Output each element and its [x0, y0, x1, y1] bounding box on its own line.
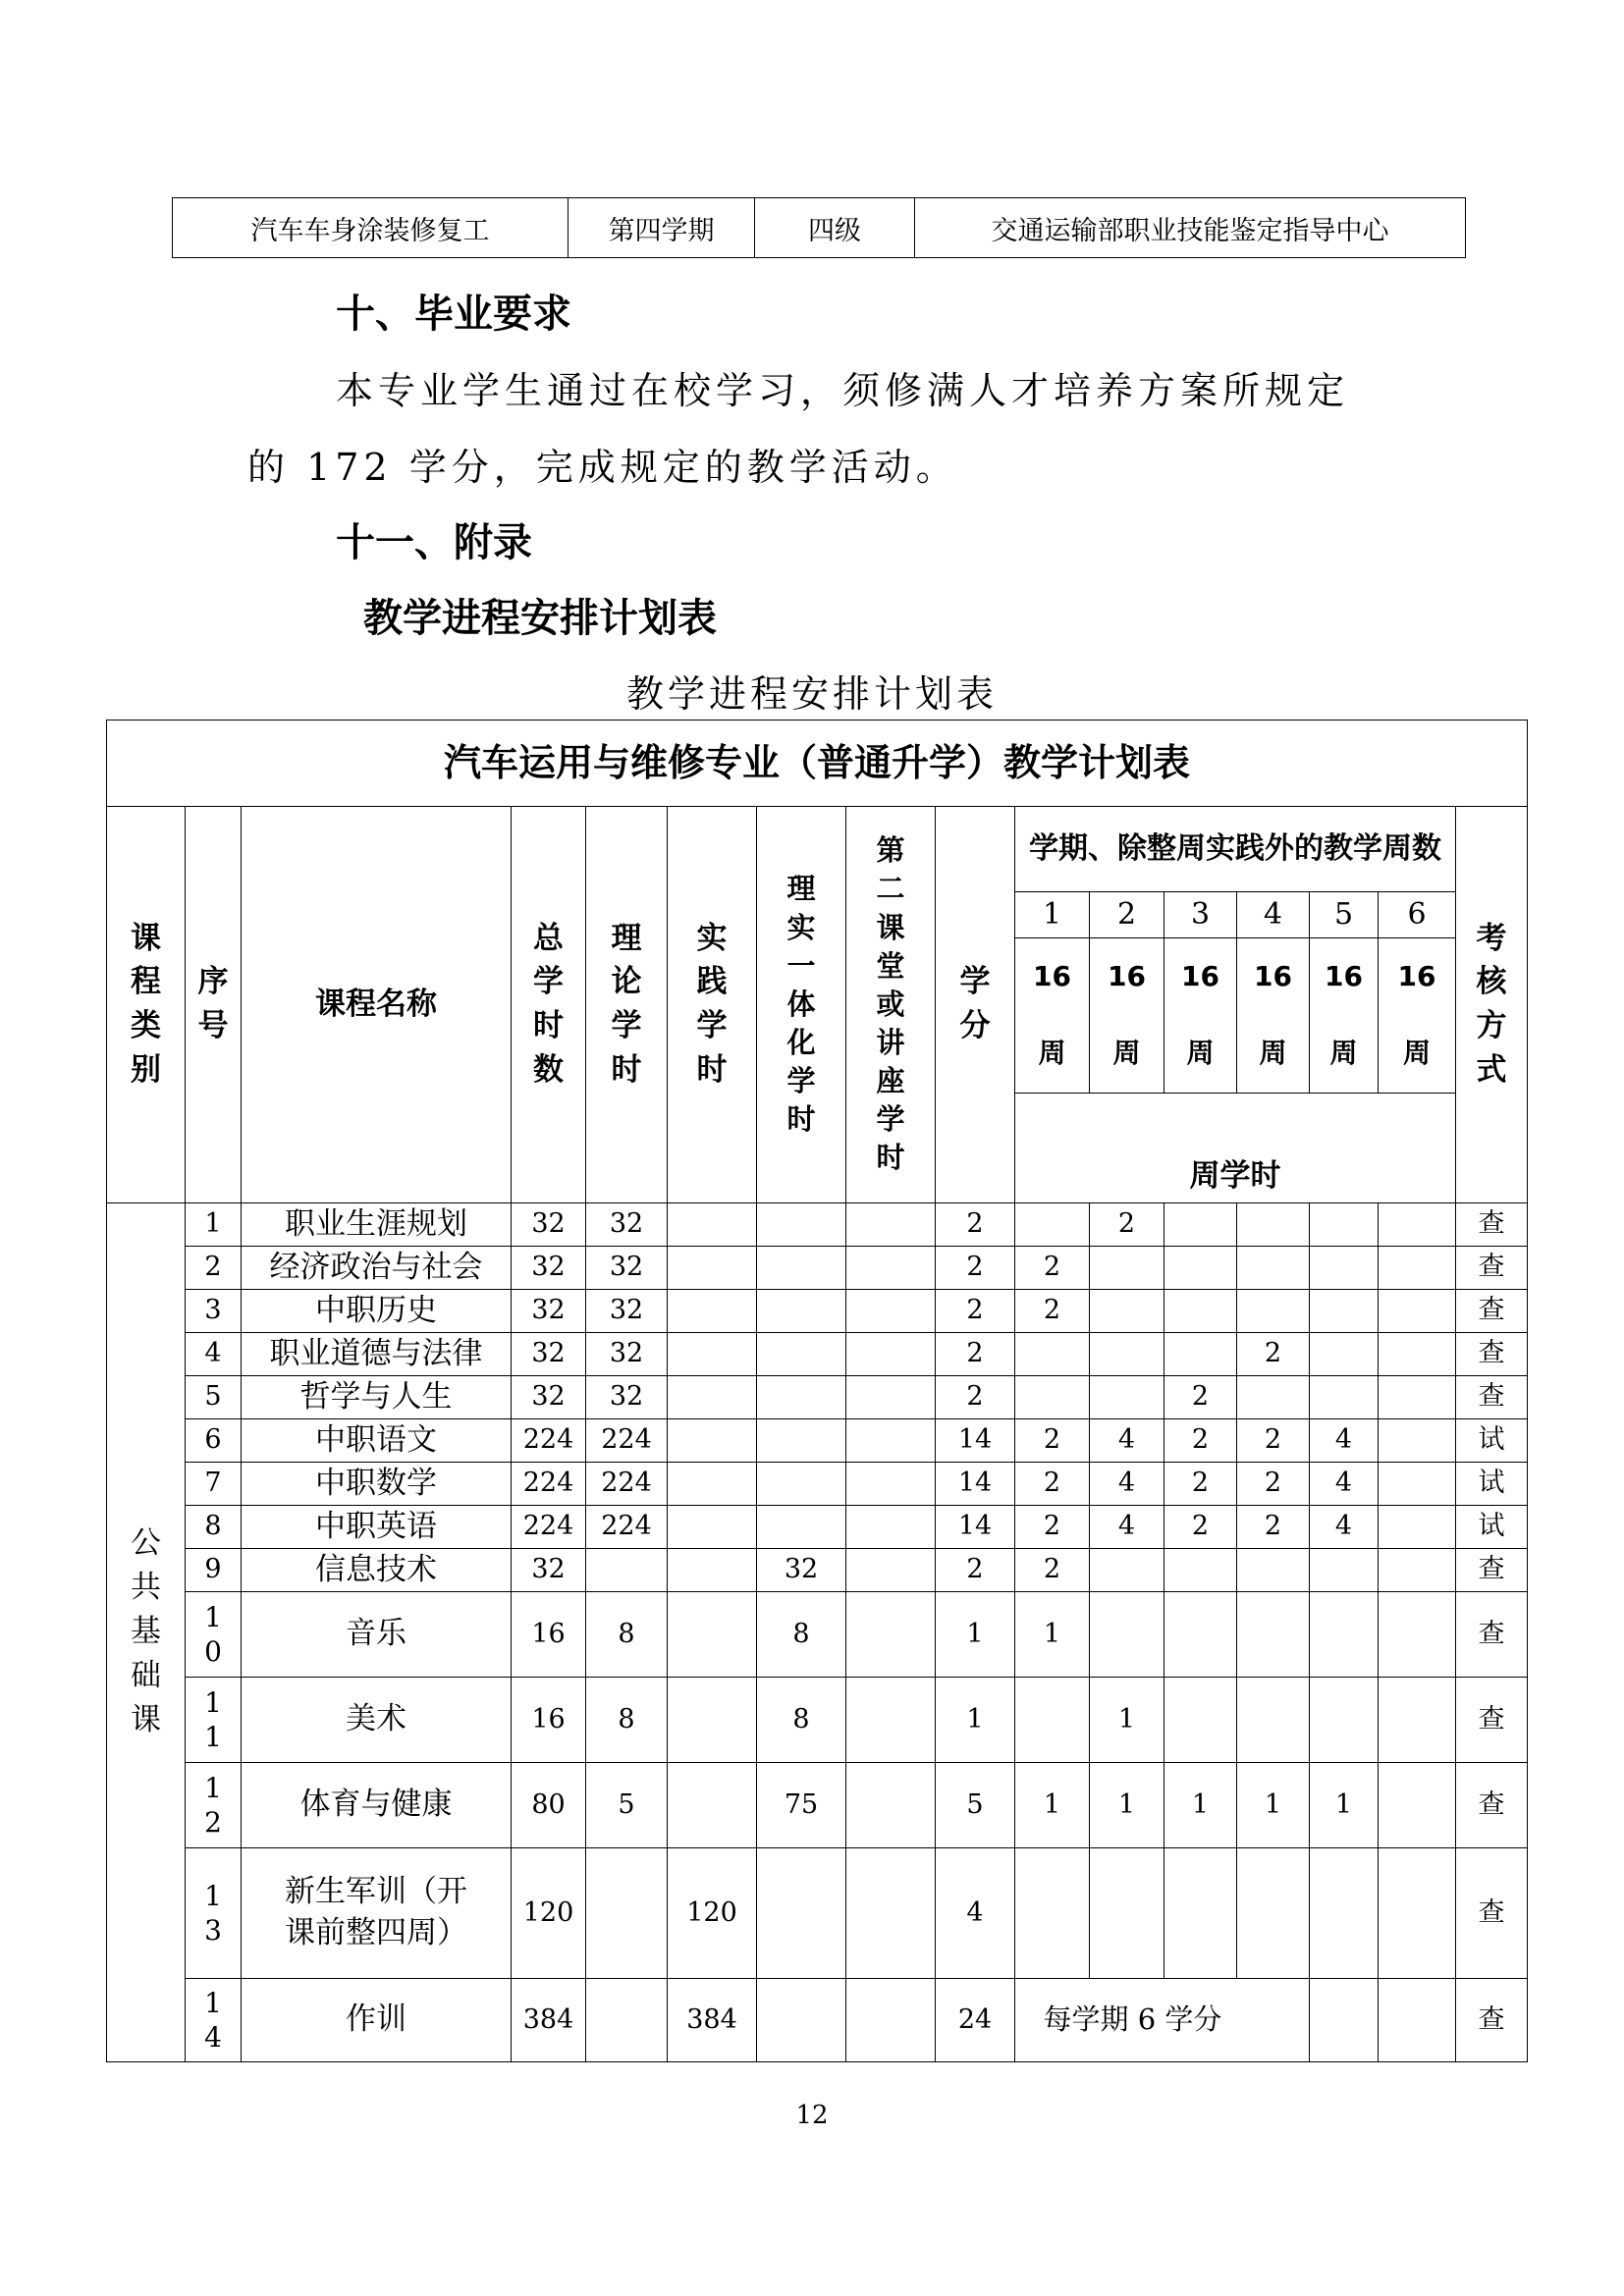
weeks-s2-value: 16 — [1108, 960, 1146, 992]
weeks-s2-unit: 周 — [1112, 1037, 1141, 1070]
row-second — [846, 1246, 936, 1289]
row-assess: 试 — [1456, 1418, 1528, 1462]
row-integrated — [757, 1289, 846, 1332]
row-seq-text: 14 — [204, 1986, 222, 2054]
table-row — [107, 1375, 1528, 1418]
row-seq: 2 — [186, 1246, 242, 1289]
row-theory: 32 — [586, 1246, 668, 1289]
weeks-s4-value: 16 — [1254, 960, 1292, 992]
row-credits: 2 — [936, 1375, 1015, 1418]
header-practice-hours — [668, 807, 757, 1203]
row-total: 120 — [512, 1847, 586, 1978]
row-s1: 2 — [1015, 1418, 1090, 1462]
row-s1 — [1015, 1375, 1090, 1418]
row-total: 32 — [512, 1332, 586, 1375]
row-s6 — [1379, 1246, 1456, 1289]
row-s1: 1 — [1015, 1591, 1090, 1677]
row-s4 — [1237, 1202, 1310, 1246]
row-s4 — [1237, 1677, 1310, 1762]
weeks-s5-value: 16 — [1325, 960, 1363, 992]
certificate-row — [173, 198, 1466, 258]
row-seq: 8 — [186, 1505, 242, 1548]
row-theory: 32 — [586, 1289, 668, 1332]
row-seq-text: 12 — [204, 1771, 222, 1839]
row-total: 224 — [512, 1418, 586, 1462]
row-assess: 查 — [1456, 1289, 1528, 1332]
row-integrated — [757, 1246, 846, 1289]
row-s4 — [1237, 1375, 1310, 1418]
row-credits: 5 — [936, 1762, 1015, 1847]
row-credits: 4 — [936, 1847, 1015, 1978]
row-total: 32 — [512, 1289, 586, 1332]
section-10-line-1: 本专业学生通过在校学习，须修满人才培养方案所规定 — [336, 369, 1350, 412]
row-course-name: 职业生涯规划 — [242, 1202, 512, 1246]
row-assess: 查 — [1456, 1202, 1528, 1246]
table-row — [107, 1548, 1528, 1591]
row-total: 16 — [512, 1677, 586, 1762]
row-integrated: 8 — [757, 1591, 846, 1677]
header-integrated-hours — [757, 807, 846, 1203]
row-course-name: 音乐 — [242, 1591, 512, 1677]
row-seq: 3 — [186, 1289, 242, 1332]
row-practice — [668, 1332, 757, 1375]
row-practice — [668, 1289, 757, 1332]
row-s4 — [1237, 1591, 1310, 1677]
row-s1 — [1015, 1847, 1090, 1978]
row-s3: 2 — [1164, 1462, 1237, 1505]
semester-3: 3 — [1164, 892, 1237, 938]
row-s4: 2 — [1237, 1505, 1310, 1548]
row-s2: 4 — [1090, 1462, 1164, 1505]
row-second — [846, 1505, 936, 1548]
row-s5 — [1310, 1332, 1379, 1375]
row-theory — [586, 1548, 668, 1591]
row-seq: 6 — [186, 1418, 242, 1462]
row-practice — [668, 1591, 757, 1677]
section-10-line-2: 的 172 学分，完成规定的教学活动。 — [247, 446, 958, 489]
row-integrated — [757, 1332, 846, 1375]
header-integrated-hours-text: 理实一体化学时 — [786, 872, 816, 1137]
table-row — [107, 1462, 1528, 1505]
row-second — [846, 1462, 936, 1505]
row-integrated — [757, 1462, 846, 1505]
row-s3 — [1164, 1847, 1237, 1978]
row-s6 — [1379, 1978, 1456, 2061]
row-theory — [586, 1847, 668, 1978]
row-assess: 试 — [1456, 1505, 1528, 1548]
row-total: 32 — [512, 1375, 586, 1418]
row-s6 — [1379, 1462, 1456, 1505]
weeks-s6-unit: 周 — [1402, 1037, 1431, 1070]
teaching-plan-table — [106, 720, 1528, 2062]
row-s1: 2 — [1015, 1246, 1090, 1289]
row-theory: 8 — [586, 1677, 668, 1762]
row-seq — [186, 1762, 242, 1847]
row-s6 — [1379, 1847, 1456, 1978]
row-theory: 224 — [586, 1505, 668, 1548]
row-s5: 1 — [1310, 1762, 1379, 1847]
certificate-table — [172, 197, 1466, 258]
row-s6 — [1379, 1677, 1456, 1762]
row-theory: 224 — [586, 1418, 668, 1462]
row-assess: 查 — [1456, 1677, 1528, 1762]
row-assess: 查 — [1456, 1978, 1528, 2061]
row-s5: 4 — [1310, 1462, 1379, 1505]
row-total: 32 — [512, 1548, 586, 1591]
row-s2: 4 — [1090, 1505, 1164, 1548]
header-assessment-text: 考核方式 — [1476, 920, 1507, 1089]
header-second-class-hours-text: 第二课堂或讲座学时 — [876, 833, 905, 1175]
row-credits: 2 — [936, 1548, 1015, 1591]
row-s4: 2 — [1237, 1462, 1310, 1505]
row-credits: 14 — [936, 1462, 1015, 1505]
row-s2: 1 — [1090, 1762, 1164, 1847]
row-integrated — [757, 1505, 846, 1548]
table-row — [107, 1847, 1528, 1978]
header-course-name: 课程名称 — [242, 807, 512, 1203]
row-s1: 2 — [1015, 1289, 1090, 1332]
row-practice — [668, 1246, 757, 1289]
row-credits: 14 — [936, 1505, 1015, 1548]
row-seq-text: 11 — [204, 1685, 222, 1753]
row-integrated: 32 — [757, 1548, 846, 1591]
row-credits: 2 — [936, 1289, 1015, 1332]
table-row — [107, 1978, 1528, 2061]
row-assess: 查 — [1456, 1847, 1528, 1978]
row-integrated — [757, 1375, 846, 1418]
header-total-hours-text: 总学时数 — [533, 920, 564, 1089]
row-s5 — [1310, 1677, 1379, 1762]
row-second — [846, 1677, 936, 1762]
header-second-class-hours — [846, 807, 936, 1203]
section-10-title: 十、毕业要求 — [336, 292, 571, 337]
header-total-hours — [512, 807, 586, 1203]
row-integrated: 75 — [757, 1762, 846, 1847]
row-seq — [186, 1677, 242, 1762]
row-total: 224 — [512, 1505, 586, 1548]
row-seq: 1 — [186, 1202, 242, 1246]
table-row — [107, 1418, 1528, 1462]
row-s1: 2 — [1015, 1548, 1090, 1591]
row-s5: 4 — [1310, 1505, 1379, 1548]
row-total: 224 — [512, 1462, 586, 1505]
row-total: 32 — [512, 1246, 586, 1289]
row-practice — [668, 1548, 757, 1591]
row-course-name: 中职数学 — [242, 1462, 512, 1505]
weeks-s6-value: 16 — [1397, 960, 1436, 992]
row-s6 — [1379, 1202, 1456, 1246]
row-course-name: 体育与健康 — [242, 1762, 512, 1847]
row-s5 — [1310, 1548, 1379, 1591]
row-assess: 查 — [1456, 1375, 1528, 1418]
row-second — [846, 1548, 936, 1591]
row-s6 — [1379, 1289, 1456, 1332]
row-s5 — [1310, 1978, 1379, 2061]
row-s6 — [1379, 1418, 1456, 1462]
category-public-basic-text: 公共基础课 — [131, 1525, 161, 1738]
row-credits: 2 — [936, 1202, 1015, 1246]
row-second — [846, 1375, 936, 1418]
row-second — [846, 1978, 936, 2061]
row-assess: 查 — [1456, 1332, 1528, 1375]
table-row — [107, 1246, 1528, 1289]
semester-2: 2 — [1090, 892, 1164, 938]
table-row — [107, 1505, 1528, 1548]
cert-issuer: 交通运输部职业技能鉴定指导中心 — [915, 198, 1466, 258]
row-s1 — [1015, 1677, 1090, 1762]
row-practice — [668, 1462, 757, 1505]
header-theory-hours — [586, 807, 668, 1203]
row-seq: 5 — [186, 1375, 242, 1418]
row-second — [846, 1202, 936, 1246]
row-course-name: 经济政治与社会 — [242, 1246, 512, 1289]
row-credits: 1 — [936, 1591, 1015, 1677]
row-course-name — [242, 1847, 512, 1978]
table-row — [107, 1591, 1528, 1677]
row-s2 — [1090, 1289, 1164, 1332]
row-s3 — [1164, 1246, 1237, 1289]
row-s3 — [1164, 1332, 1237, 1375]
page-number: 12 — [795, 2101, 829, 2130]
cert-level: 四级 — [755, 198, 915, 258]
row-theory: 32 — [586, 1202, 668, 1246]
semester-5: 5 — [1310, 892, 1379, 938]
table-row — [107, 1289, 1528, 1332]
row-second — [846, 1332, 936, 1375]
row-s2 — [1090, 1548, 1164, 1591]
row-seq: 7 — [186, 1462, 242, 1505]
row-theory: 32 — [586, 1332, 668, 1375]
row-course-name: 中职英语 — [242, 1505, 512, 1548]
row-course-name: 哲学与人生 — [242, 1375, 512, 1418]
row-course-name: 中职语文 — [242, 1418, 512, 1462]
weeks-s1-value: 16 — [1033, 960, 1071, 992]
row-s5: 4 — [1310, 1418, 1379, 1462]
row-seq — [186, 1978, 242, 2061]
row-credits: 14 — [936, 1418, 1015, 1462]
weeks-s4 — [1237, 938, 1310, 1094]
row-credits: 1 — [936, 1677, 1015, 1762]
row-s2: 1 — [1090, 1677, 1164, 1762]
row-course-name: 职业道德与法律 — [242, 1332, 512, 1375]
row-course-name-text: 新生军训（开课前整四周） — [285, 1873, 467, 1950]
row-second — [846, 1762, 936, 1847]
row-total: 32 — [512, 1202, 586, 1246]
row-practice — [668, 1418, 757, 1462]
section-11-title: 十一、附录 — [336, 520, 532, 565]
row-assess: 查 — [1456, 1548, 1528, 1591]
row-s4: 2 — [1237, 1332, 1310, 1375]
row-s3: 2 — [1164, 1418, 1237, 1462]
row-s3 — [1164, 1677, 1237, 1762]
weeks-s3 — [1164, 938, 1237, 1094]
row-integrated — [757, 1978, 846, 2061]
row-s3 — [1164, 1591, 1237, 1677]
weeks-s3-value: 16 — [1181, 960, 1219, 992]
header-assessment — [1456, 807, 1528, 1203]
semester-4: 4 — [1237, 892, 1310, 938]
row-integrated — [757, 1418, 846, 1462]
row-second — [846, 1847, 936, 1978]
row-semester-note: 每学期 6 学分 — [1015, 1978, 1310, 2061]
row-s2 — [1090, 1847, 1164, 1978]
header-seq — [186, 807, 242, 1203]
row-integrated — [757, 1202, 846, 1246]
header-theory-hours-text: 理论学时 — [611, 920, 642, 1089]
row-theory — [586, 1978, 668, 2061]
row-course-name: 美术 — [242, 1677, 512, 1762]
row-total: 384 — [512, 1978, 586, 2061]
row-s5 — [1310, 1847, 1379, 1978]
header-category-text: 课程类别 — [131, 920, 161, 1089]
cert-term: 第四学期 — [568, 198, 755, 258]
row-seq-text: 10 — [204, 1600, 222, 1668]
row-s4: 1 — [1237, 1762, 1310, 1847]
row-s3: 1 — [1164, 1762, 1237, 1847]
row-assess: 查 — [1456, 1762, 1528, 1847]
row-s1 — [1015, 1202, 1090, 1246]
row-s4 — [1237, 1847, 1310, 1978]
table-row — [107, 1202, 1528, 1246]
row-assess: 试 — [1456, 1462, 1528, 1505]
row-s1: 2 — [1015, 1462, 1090, 1505]
row-s5 — [1310, 1375, 1379, 1418]
row-s3 — [1164, 1289, 1237, 1332]
row-practice: 120 — [668, 1847, 757, 1978]
row-credits: 24 — [936, 1978, 1015, 2061]
header-practice-hours-text: 实践学时 — [696, 920, 728, 1089]
cert-name: 汽车车身涂装修复工 — [173, 198, 568, 258]
header-credits-text: 学分 — [959, 964, 991, 1044]
semester-1: 1 — [1015, 892, 1090, 938]
row-second — [846, 1289, 936, 1332]
appendix-subtitle: 教学进程安排计划表 — [363, 596, 717, 641]
row-theory: 32 — [586, 1375, 668, 1418]
row-s6 — [1379, 1332, 1456, 1375]
row-s6 — [1379, 1548, 1456, 1591]
row-s5 — [1310, 1246, 1379, 1289]
category-public-basic — [107, 1202, 186, 2061]
row-s3 — [1164, 1548, 1237, 1591]
row-practice — [668, 1505, 757, 1548]
row-theory: 5 — [586, 1762, 668, 1847]
row-practice — [668, 1677, 757, 1762]
weeks-s1 — [1015, 938, 1090, 1094]
row-course-name: 作训 — [242, 1978, 512, 2061]
row-s4: 2 — [1237, 1418, 1310, 1462]
row-total: 80 — [512, 1762, 586, 1847]
row-s4 — [1237, 1548, 1310, 1591]
row-assess: 查 — [1456, 1246, 1528, 1289]
row-theory: 224 — [586, 1462, 668, 1505]
row-s1 — [1015, 1332, 1090, 1375]
row-practice — [668, 1202, 757, 1246]
table-row — [107, 1762, 1528, 1847]
row-practice — [668, 1762, 757, 1847]
weeks-s5 — [1310, 938, 1379, 1094]
header-weekly-hours: 周学时 — [1015, 1093, 1456, 1202]
row-s5 — [1310, 1289, 1379, 1332]
header-credits — [936, 807, 1015, 1203]
row-course-name: 中职历史 — [242, 1289, 512, 1332]
row-s6 — [1379, 1762, 1456, 1847]
weeks-s6 — [1379, 938, 1456, 1094]
semester-6: 6 — [1379, 892, 1456, 938]
weeks-s3-unit: 周 — [1186, 1037, 1215, 1070]
row-s4 — [1237, 1289, 1310, 1332]
row-s2 — [1090, 1246, 1164, 1289]
plan-title: 汽车运用与维修专业（普通升学）教学计划表 — [107, 721, 1528, 807]
row-seq: 9 — [186, 1548, 242, 1591]
row-credits: 2 — [936, 1332, 1015, 1375]
row-s2 — [1090, 1332, 1164, 1375]
row-integrated — [757, 1847, 846, 1978]
header-seq-text: 序号 — [197, 964, 229, 1044]
row-seq — [186, 1847, 242, 1978]
row-s2: 2 — [1090, 1202, 1164, 1246]
row-practice — [668, 1375, 757, 1418]
weeks-s5-unit: 周 — [1329, 1037, 1358, 1070]
row-s2 — [1090, 1375, 1164, 1418]
row-credits: 2 — [936, 1246, 1015, 1289]
row-s1: 1 — [1015, 1762, 1090, 1847]
weeks-s1-unit: 周 — [1038, 1037, 1066, 1070]
row-seq-text: 13 — [204, 1879, 222, 1947]
header-category — [107, 807, 186, 1203]
row-s6 — [1379, 1375, 1456, 1418]
row-total: 16 — [512, 1591, 586, 1677]
row-integrated: 8 — [757, 1677, 846, 1762]
row-practice: 384 — [668, 1978, 757, 2061]
row-s3: 2 — [1164, 1505, 1237, 1548]
row-s5 — [1310, 1202, 1379, 1246]
table-caption: 教学进程安排计划表 — [625, 672, 998, 716]
weeks-s4-unit: 周 — [1259, 1037, 1287, 1070]
row-s1: 2 — [1015, 1505, 1090, 1548]
row-s3 — [1164, 1202, 1237, 1246]
row-s2: 4 — [1090, 1418, 1164, 1462]
row-second — [846, 1418, 936, 1462]
table-row — [107, 1677, 1528, 1762]
row-s4 — [1237, 1246, 1310, 1289]
row-s2 — [1090, 1591, 1164, 1677]
row-s5 — [1310, 1591, 1379, 1677]
weeks-s2 — [1090, 938, 1164, 1094]
header-semester-group: 学期、除整周实践外的教学周数 — [1015, 807, 1456, 892]
row-s6 — [1379, 1591, 1456, 1677]
row-seq — [186, 1591, 242, 1677]
row-s6 — [1379, 1505, 1456, 1548]
row-s3: 2 — [1164, 1375, 1237, 1418]
row-theory: 8 — [586, 1591, 668, 1677]
table-row — [107, 1332, 1528, 1375]
row-second — [846, 1591, 936, 1677]
row-assess: 查 — [1456, 1591, 1528, 1677]
row-seq: 4 — [186, 1332, 242, 1375]
row-course-name: 信息技术 — [242, 1548, 512, 1591]
